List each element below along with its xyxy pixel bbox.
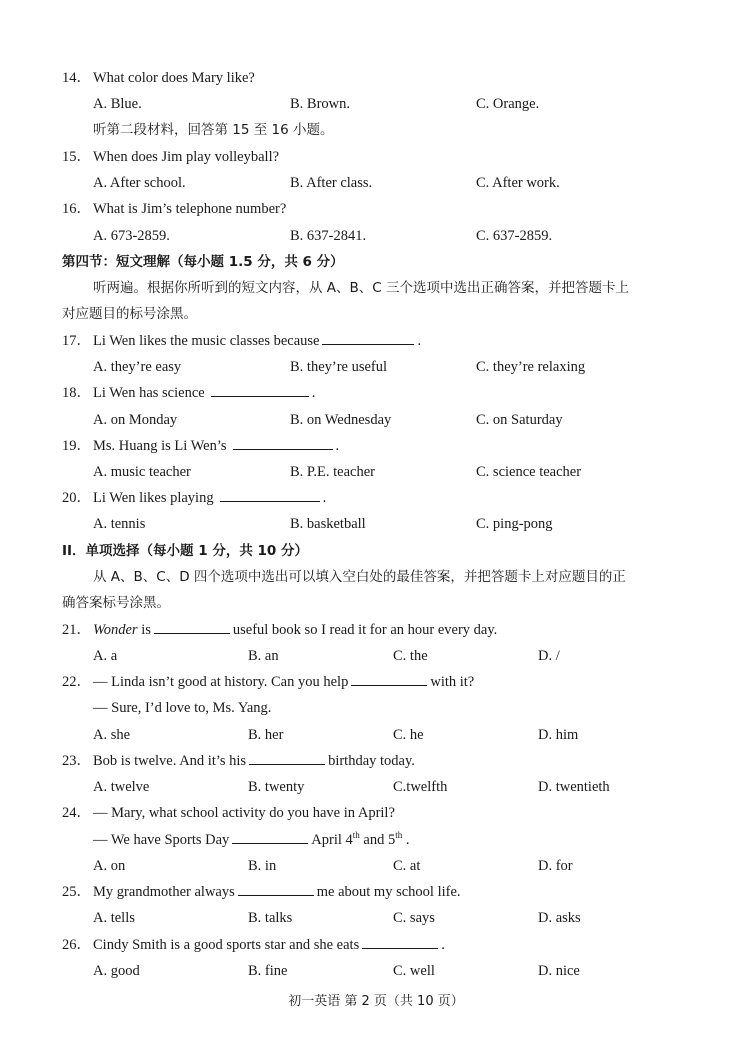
option-a: A. they’re easy [93, 359, 182, 375]
question-text-end: . [417, 333, 422, 349]
question-15-options [0, 172, 752, 194]
question-text: Cindy Smith is a good sports star and she eats [93, 937, 360, 953]
question-26-options [0, 960, 752, 982]
option-b: B. on Wednesday [290, 412, 392, 428]
question-text: Ms. Huang is Li Wen’s [93, 438, 227, 454]
question-number: 26． [62, 937, 91, 953]
question-21-options [0, 645, 752, 667]
instruction-text: 听第二段材料，回答第 15 至 16 小题。 [93, 122, 334, 138]
option-a: A. twelve [93, 779, 150, 795]
option-c: C. they’re relaxing [476, 359, 586, 375]
answer-blank [220, 487, 320, 502]
instruction-line: 听两遍。根据你所听到的短文内容，从 A、B、C 三个选项中选出正确答案，并把答题卡上 [93, 280, 630, 296]
answer-blank [362, 934, 438, 949]
option-b: B. After class. [290, 175, 373, 191]
option-a: A. After school. [93, 175, 186, 191]
answer-blank [238, 881, 314, 896]
option-b: B. fine [248, 963, 288, 979]
question-15 [0, 146, 752, 168]
page-footer: 初一英语 第 2 页（共 10 页） [288, 994, 464, 1009]
option-c: C. Orange. [476, 96, 540, 112]
question-text: Bob is twelve. And it’s his [93, 753, 247, 769]
ordinal-suffix: th [352, 830, 360, 841]
question-text: — Linda isn’t good at history. Can you help [93, 674, 349, 690]
option-a: A. music teacher [93, 464, 191, 480]
question-25 [0, 881, 752, 903]
option-a: A. she [93, 727, 131, 743]
option-c: C. at [393, 858, 421, 874]
instruction-line: 对应题目的标号涂黑。 [62, 306, 197, 322]
question-23 [0, 750, 752, 772]
option-a: A. 673-2859. [93, 228, 170, 244]
option-d: D. twentieth [538, 779, 610, 795]
question-16-options [0, 225, 752, 247]
question-text: What is Jim’s telephone number? [93, 201, 287, 217]
question-text: Li Wen likes the music classes because [93, 333, 320, 349]
option-c: C. science teacher [476, 464, 582, 480]
question-text-end: . [311, 385, 316, 401]
question-20 [0, 487, 752, 509]
option-b: B. her [248, 727, 284, 743]
question-number: 24． [62, 805, 91, 821]
option-c: C. the [393, 648, 428, 664]
option-d: D. asks [538, 910, 581, 926]
question-21 [0, 619, 752, 641]
option-d: D. for [538, 858, 573, 874]
question-number: 17． [62, 333, 91, 349]
question-22-options [0, 724, 752, 746]
option-b: B. basketball [290, 516, 366, 532]
part-instruction [0, 592, 752, 614]
question-text: When does Jim play volleyball? [93, 149, 280, 165]
option-b: B. P.E. teacher [290, 464, 375, 480]
part-instruction [0, 566, 752, 588]
question-number: 23． [62, 753, 91, 769]
question-14-options [0, 93, 752, 115]
option-a: A. Blue. [93, 96, 142, 112]
question-19-options [0, 461, 752, 483]
question-24-line2 [0, 829, 752, 851]
question-number: 18． [62, 385, 91, 401]
part-title: II．单项选择（每小题 1 分，共 10 分） [62, 543, 309, 559]
section-instruction [0, 277, 752, 299]
option-c: C.twelfth [393, 779, 448, 795]
dialogue-line: — We have Sports Day [93, 832, 230, 848]
question-24-options [0, 855, 752, 877]
question-text-end: . [322, 490, 327, 506]
question-number: 21． [62, 622, 91, 638]
answer-blank [154, 619, 230, 634]
section-instruction [0, 303, 752, 325]
question-19 [0, 435, 752, 457]
question-24 [0, 802, 752, 824]
question-number: 16． [62, 201, 91, 217]
part-heading [0, 540, 752, 562]
answer-blank [211, 382, 309, 397]
option-a: A. on [93, 858, 126, 874]
question-text: is [141, 622, 151, 638]
question-number: 20． [62, 490, 91, 506]
section-title: 第四节：短文理解（每小题 1.5 分，共 6 分） [62, 254, 344, 270]
section-heading [0, 251, 752, 273]
question-number: 14． [62, 70, 91, 86]
option-a: A. on Monday [93, 412, 178, 428]
book-title: Wonder [93, 622, 138, 638]
question-14 [0, 67, 752, 89]
option-b: B. an [248, 648, 279, 664]
option-a: A. a [93, 648, 118, 664]
option-c: C. says [393, 910, 435, 926]
question-number: 22． [62, 674, 91, 690]
option-a: A. good [93, 963, 140, 979]
option-d: D. / [538, 648, 560, 664]
question-20-options [0, 513, 752, 535]
question-text: Li Wen likes playing [93, 490, 214, 506]
dialogue-line: — Sure, I’d love to, Ms. Yang. [93, 700, 272, 716]
question-22 [0, 671, 752, 693]
instruction-part2 [0, 119, 752, 141]
question-text-end: useful book so I read it for an hour every day. [232, 622, 498, 638]
question-number: 19． [62, 438, 91, 454]
question-17-options [0, 356, 752, 378]
option-b: B. Brown. [290, 96, 351, 112]
question-17 [0, 330, 752, 352]
answer-blank [232, 829, 308, 844]
option-b: B. in [248, 858, 277, 874]
question-18-options [0, 409, 752, 431]
answer-blank [351, 671, 427, 686]
option-a: A. tennis [93, 516, 146, 532]
question-text-end: . [402, 832, 410, 848]
option-b: B. 637-2841. [290, 228, 367, 244]
question-18 [0, 382, 752, 404]
question-text-end: . [441, 937, 445, 953]
option-c: C. After work. [476, 175, 560, 191]
question-number: 25． [62, 884, 91, 900]
question-16 [0, 198, 752, 220]
question-text: — Mary, what school activity do you have in April? [93, 805, 395, 821]
question-text-end: birthday today. [328, 753, 415, 769]
instruction-line: 确答案标号涂黑。 [62, 595, 170, 611]
question-text-end: with it? [430, 674, 475, 690]
question-22-line2 [0, 697, 752, 719]
option-c: C. on Saturday [476, 412, 563, 428]
date-text: April 4 [311, 832, 353, 848]
option-c: C. 637-2859. [476, 228, 553, 244]
option-d: D. him [538, 727, 579, 743]
question-number: 15． [62, 149, 91, 165]
instruction-line: 从 A、B、C、D 四个选项中选出可以填入空白处的最佳答案，并把答题卡上对应题目的正 [93, 569, 626, 585]
date-text: and 5 [359, 832, 396, 848]
question-text-end: . [335, 438, 340, 454]
option-d: D. nice [538, 963, 580, 979]
answer-blank [322, 330, 414, 345]
option-b: B. talks [248, 910, 293, 926]
question-26 [0, 934, 752, 956]
option-b: B. they’re useful [290, 359, 388, 375]
question-25-options [0, 907, 752, 929]
option-c: C. he [393, 727, 424, 743]
option-b: B. twenty [248, 779, 305, 795]
question-text-end: me about my school life. [316, 884, 461, 900]
option-c: C. ping-pong [476, 516, 553, 532]
question-23-options [0, 776, 752, 798]
option-c: C. well [393, 963, 435, 979]
option-a: A. tells [93, 910, 135, 926]
question-text: What color does Mary like? [93, 70, 255, 86]
question-text: Li Wen has science [93, 385, 205, 401]
answer-blank [249, 750, 325, 765]
answer-blank [233, 435, 333, 450]
question-text: My grandmother always [93, 884, 235, 900]
ordinal-suffix: th [395, 830, 403, 841]
